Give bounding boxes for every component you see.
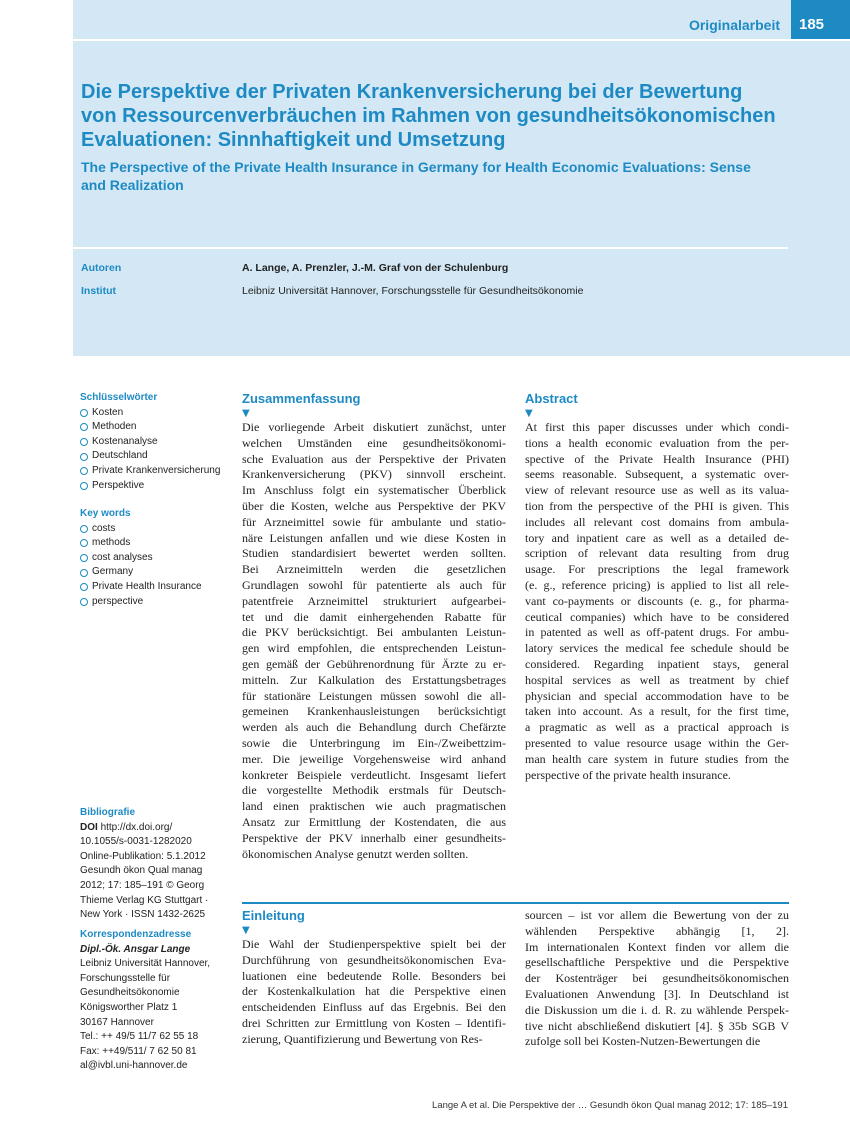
contact-line: Gesundheitsökonomie — [80, 987, 180, 999]
bullet-icon — [80, 423, 88, 431]
einleitung-section — [242, 908, 506, 1048]
doi-label: DOI — [80, 821, 98, 833]
text-line: At first this paper discusses under which condi- — [525, 420, 789, 434]
text-line: näre Leistungen anfallen und wie diese Kosten in — [242, 530, 506, 545]
text-line: patentfreie Arzneimittel strukturiert aufgearbei- — [242, 593, 506, 608]
authors: A. Lange, A. Prenzler, J.-M. Graf von der Schulenburg — [242, 262, 509, 274]
text-line: gen gemäß der Gebührenordnung für Ärzte zu er- — [242, 656, 506, 671]
text-line: Krankenversicherung (PKV) sinnvoll erscheint. — [242, 467, 506, 482]
text-line: scription of relevant data resulting from drug — [525, 546, 789, 561]
keywords-english-heading: Key words — [80, 508, 131, 519]
text-line: usage. For prescriptions the legal framework — [525, 562, 789, 577]
zusammenfassung-body — [242, 420, 506, 862]
text-line: der Kostenkalkulation hat die Perspektive einen — [242, 984, 506, 999]
text-line: wählenden Perspektive abhängig [1, 2]. — [525, 923, 789, 938]
bullet-icon — [80, 482, 88, 490]
bullet-icon — [80, 438, 88, 446]
keyword-item: methods — [80, 536, 230, 551]
triangle-down-icon: ▼ — [242, 925, 250, 936]
contact-name: Dipl.-Ök. Ansgar Lange — [80, 943, 191, 955]
text-line: über die Kosten, welche aus Perspektive der PKV — [242, 498, 506, 513]
text-line: man health care system in future studies from the — [525, 751, 789, 766]
biblio-line: New York · ISSN 1432-2625 — [80, 909, 206, 921]
section-label: Originalarbeit — [688, 17, 780, 33]
text-line: sche Evaluation aus der Perspektive der Privaten — [242, 451, 506, 466]
keywords-german — [80, 391, 230, 493]
triangle-down-icon: ▼ — [242, 408, 250, 419]
text-line: Im Anschluss folgt ein systematischer Überblick — [242, 483, 506, 498]
contact-line: 30167 Hannover — [80, 1016, 154, 1028]
institute-label: Institut — [81, 285, 116, 297]
text-line: werden als auch die Behandlung durch Chefärzte — [242, 720, 506, 735]
text-line: latory services the medical fee schedule should be — [525, 641, 789, 656]
abstract-body — [525, 420, 789, 783]
text-line: view of relevant resource use as well as its valua- — [525, 483, 789, 498]
text-line: luationen eine bedeutende Rolle. Besonders bei — [242, 968, 506, 983]
text-line: presented to value resource usage within the Ger- — [525, 735, 789, 750]
einleitung-continued — [525, 908, 789, 1050]
doi-value[interactable]: 10.1055/s-0031-1282020 — [80, 836, 192, 848]
biblio-line: Thieme Verlag KG Stuttgart · — [80, 894, 209, 906]
einleitung-rule — [242, 902, 789, 904]
text-line: tion from the perspective of the PHI is given. This — [525, 498, 789, 513]
bullet-icon — [80, 539, 88, 547]
keywords-english — [80, 507, 230, 609]
zusammenfassung-heading: Zusammenfassung — [242, 391, 361, 406]
text-line: zufolge soll bei Kosten-Nutzen-Bewertungen die — [525, 1034, 761, 1049]
keyword-item: Kosten — [80, 406, 230, 421]
keyword-item: costs — [80, 522, 230, 537]
keyword-item: Deutschland — [80, 449, 230, 464]
text-line: sourcen – ist vor allem die Bewertung von der zu — [525, 908, 789, 922]
biblio-line: Online-Publikation: 5.1.2012 — [80, 850, 206, 862]
bullet-icon — [80, 569, 88, 577]
bullet-icon — [80, 598, 88, 606]
text-line: considered. Regarding inpatient stays, general — [525, 656, 789, 671]
keyword-item: Private Health Insurance — [80, 580, 230, 595]
keywords-german-heading: Schlüsselwörter — [80, 392, 158, 403]
keyword-item: Kostenanalyse — [80, 435, 230, 450]
contact-line: Fax: ++49/511/ 7 62 50 81 — [80, 1045, 197, 1057]
text-line: tions a health economic evaluation from the per- — [525, 435, 789, 450]
abstract-heading: Abstract — [525, 391, 578, 406]
text-line: die PKV berücksichtigt. Bei ambulanten Leistun- — [242, 625, 506, 640]
correspondence-heading: Korrespondenzadresse — [80, 929, 192, 940]
text-line: ökonomischen Analyse genutzt werden sollten. — [242, 846, 469, 861]
bullet-icon — [80, 554, 88, 562]
zusammenfassung-section — [242, 391, 506, 862]
authors-label: Autoren — [81, 262, 122, 274]
keyword-item: Germany — [80, 565, 230, 580]
text-line: für Arzneimittel sowie für ambulante und statio- — [242, 514, 506, 529]
text-line: entscheidenden Einfluss auf das Ergebnis. Bei den — [242, 1000, 506, 1015]
keyword-item: cost analyses — [80, 551, 230, 566]
correspondence — [80, 928, 230, 1074]
text-line: perspective of the private health insurance. — [525, 767, 731, 782]
text-line: taken into account. As a result, for the first time, — [525, 704, 789, 719]
text-line: sowie die Unterbringung im Ein-/Zweibettzim- — [242, 735, 506, 750]
text-line: konkreter Beispiele verdeutlicht. Insgesamt liefert — [242, 767, 506, 782]
bullet-icon — [80, 525, 88, 533]
text-line: tory and inpatient care as well as a detailed de- — [525, 530, 789, 545]
article-title-german: Die Perspektive der Privaten Krankenversicherung bei der Bewertung von Ressourcenverbräuchen im Rahmen von gesundheitsökonomischen Evaluationen: Sinnhaftigkeit und Umsetzung — [81, 81, 776, 151]
contact-line: Forschungsstelle für — [80, 972, 171, 984]
einleitung-body-left — [242, 937, 506, 1048]
text-line: welchen Umständen eine gesundheitsökonomi- — [242, 435, 506, 450]
text-line: Durchführung von gesundheitsökonomischen Eva- — [242, 952, 506, 967]
text-line: Im internationalen Kontext finden vor allem die — [525, 939, 789, 954]
text-line: Ansatz zur Ermittlung der Kostendaten, die aus — [242, 814, 506, 829]
text-line: seems reasonable. Subsequent, a systematic over- — [525, 467, 789, 482]
contact-line: Königsworther Platz 1 — [80, 1001, 178, 1013]
keyword-item: Methoden — [80, 420, 230, 435]
text-line: Studien standardisiert bewertet werden sollten. — [242, 546, 506, 561]
contact-line: Tel.: ++ 49/5 11/7 62 55 18 — [80, 1031, 199, 1043]
article-title-english: The Perspective of the Private Health Insurance in Germany for Health Economic Evaluations: Sense and Realization — [81, 159, 751, 193]
text-line: a pragmatic as well as a practical approach is — [525, 720, 789, 735]
keyword-item: Perspektive — [80, 479, 230, 494]
contact-line: Leibniz Universität Hannover, — [80, 958, 211, 970]
bibliography — [80, 806, 230, 923]
einleitung-body-right — [525, 908, 789, 1050]
text-line: mitteln. Zur Kalkulation des Erstattungsbetrages — [242, 672, 506, 687]
text-line: zierung, Quantifizierung und Bewertung von Res- — [242, 1031, 483, 1046]
text-line: die Diskussion um die i. d. R. zu wählende Perspek- — [525, 1002, 789, 1017]
biblio-line: Gesundh ökon Qual manag — [80, 865, 203, 877]
text-line: drei Schritten zur Ermittlung von Kosten – Identifi- — [242, 1015, 506, 1030]
text-line: includes all relevant cost domains from ambula- — [525, 514, 789, 529]
text-line: ceutical companies) which have to be considered — [525, 609, 789, 624]
page-number: 185 — [791, 0, 850, 39]
text-line: Grundlagen sowohl für patentierte als auch für — [242, 577, 506, 592]
text-line: Bei Arzneimitteln werden die gesetzlichen — [242, 562, 506, 577]
contact-email[interactable]: al@ivbl.uni-hannover.de — [80, 1060, 188, 1072]
title-divider — [73, 247, 788, 249]
text-line: tet und die damit einhergehenden Rabatte für — [242, 609, 506, 624]
doi-link[interactable]: http://dx.doi.org/ — [100, 821, 173, 833]
biblio-line: 2012; 17: 185–191 © Georg — [80, 879, 205, 891]
header-divider — [73, 39, 850, 41]
bullet-icon — [80, 453, 88, 461]
keyword-item: perspective — [80, 595, 230, 610]
text-line: land einen praktischen wie auch pragmatischen — [242, 799, 506, 814]
text-line: gemeinen Krankenhausleistungen berücksichtigt — [242, 704, 506, 719]
bullet-icon — [80, 409, 88, 417]
text-line: der Kostenträger bei gesundheitsökonomischen — [525, 971, 789, 986]
text-line: spective of the Private Health Insurance (PHI) — [525, 451, 789, 466]
text-line: tive nicht abschließend diskutiert [4]. § 35b SGB V — [525, 1018, 789, 1033]
text-line: gen wird empfohlen, die entsprechenden Leistun- — [242, 641, 506, 656]
keyword-item: Private Krankenversicherung — [80, 464, 230, 479]
einleitung-heading: Einleitung — [242, 908, 305, 923]
text-line: Perspektive der PKV innerhalb einer gesundheits- — [242, 830, 506, 845]
text-line: Die vorliegende Arbeit diskutiert zunächst, unter — [242, 420, 506, 434]
text-line: hospital services as well as treatment by chief — [525, 672, 789, 687]
bibliography-heading: Bibliografie — [80, 807, 136, 818]
text-line: physician and special accommodation have to be — [525, 688, 789, 703]
text-line: mer. Die jeweilige Vorgehensweise wird anhand — [242, 751, 506, 766]
bullet-icon — [80, 583, 88, 591]
text-line: vant co-payments or discounts (e. g., for pharma- — [525, 593, 789, 608]
institute: Leibniz Universität Hannover, Forschungsstelle für Gesundheitsökonomie — [242, 285, 584, 297]
bullet-icon — [80, 467, 88, 475]
text-line: Die Wahl der Studienperspektive spielt bei der — [242, 937, 506, 951]
text-line: für stationäre Leistungen müssen sowohl die all- — [242, 688, 506, 703]
text-line: in patented as well as off-patent drugs. For ambu- — [525, 625, 789, 640]
text-line: (e. g., reference pricing) is applied to list all rele- — [525, 577, 789, 592]
abstract-section — [525, 391, 789, 783]
triangle-down-icon: ▼ — [525, 408, 533, 419]
text-line: die vorgestellte Methodik erstmals für Deutsch- — [242, 783, 506, 798]
text-line: Evaluationen Anwendung [3]. In Deutschland ist — [525, 986, 789, 1001]
text-line: gesellschaftliche Perspektive und die Perspektive — [525, 955, 789, 970]
page-footer: Lange A et al. Die Perspektive der … Gesundh ökon Qual manag 2012; 17: 185–191 — [432, 1100, 788, 1111]
